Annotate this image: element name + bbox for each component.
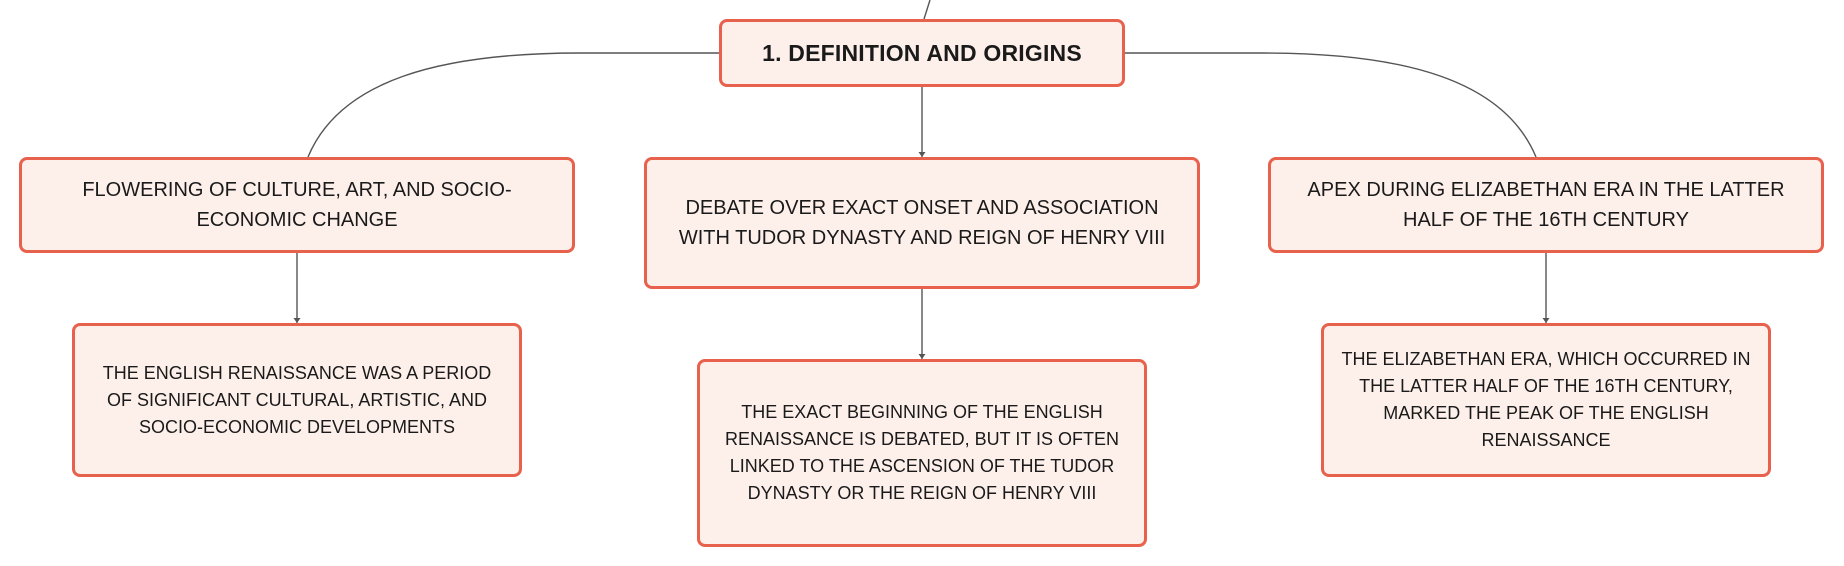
connector-root-to-right: [1125, 53, 1536, 157]
detail-node-text: THE ENGLISH RENAISSANCE WAS A PERIOD OF SIGNIFICANT CULTURAL, ARTISTIC, AND SOCIO-ECONOMIC DEVELOPMENTS: [102, 362, 492, 437]
branch-node-elizabethan-apex[interactable]: [1268, 157, 1824, 253]
branch-node-culture[interactable]: [19, 157, 575, 253]
branch-node-onset-debate[interactable]: [644, 157, 1200, 289]
detail-node-culture[interactable]: [72, 323, 522, 477]
detail-node-onset-debate[interactable]: [697, 359, 1147, 547]
detail-node-text: THE EXACT BEGINNING OF THE ENGLISH RENAISSANCE IS DEBATED, BUT IT IS OFTEN LINKED TO THE ASCENSION OF THE TUDOR DYNASTY OR THE REIGN OF HENRY VIII: [724, 402, 1120, 503]
detail-node-elizabethan-apex[interactable]: [1321, 323, 1771, 477]
detail-node-text: THE ELIZABETHAN ERA, WHICH OCCURRED IN THE LATTER HALF OF THE 16TH CENTURY, MARKED THE PEAK OF THE ENGLISH RENAISSANCE: [1341, 349, 1751, 450]
connector-root-to-left: [308, 53, 719, 157]
root-node[interactable]: [719, 19, 1125, 87]
connector-parent-to-root: [924, 0, 930, 19]
branch-node-label: APEX DURING ELIZABETHAN ERA IN THE LATTER HALF OF THE 16TH CENTURY: [1307, 179, 1785, 231]
root-node-label: 1. DEFINITION AND ORIGINS: [762, 39, 1082, 66]
branch-node-label: DEBATE OVER EXACT ONSET AND ASSOCIATION WITH TUDOR DYNASTY AND REIGN OF HENRY VIII: [678, 197, 1166, 249]
branch-node-label: FLOWERING OF CULTURE, ART, AND SOCIO-ECONOMIC CHANGE: [82, 179, 512, 231]
